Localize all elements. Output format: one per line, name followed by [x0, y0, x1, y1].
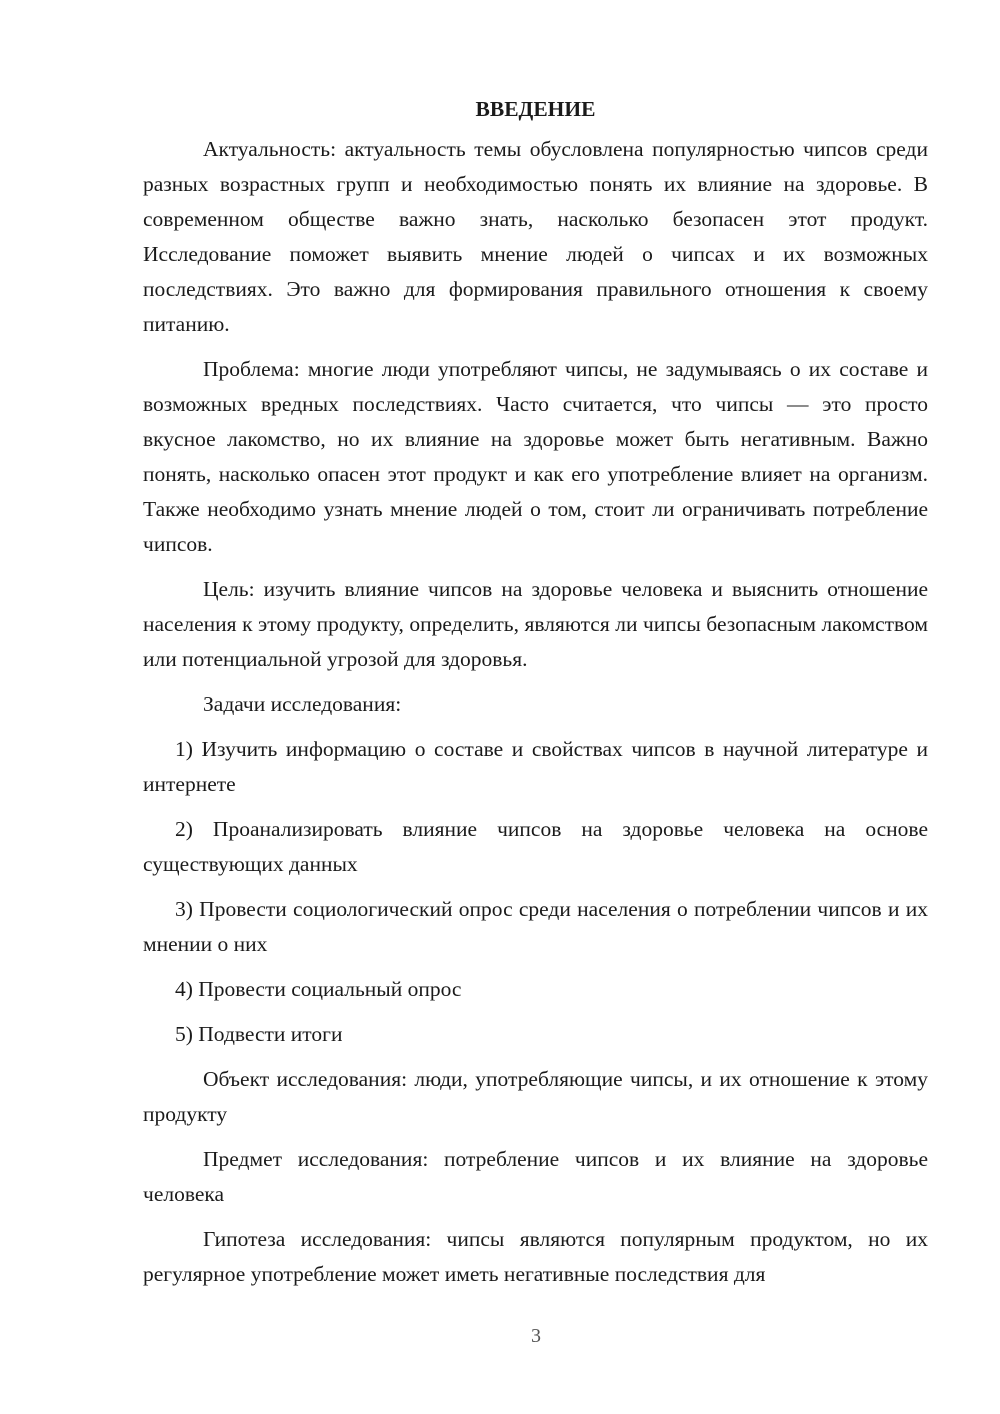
page-number: 3	[531, 1325, 541, 1347]
task-item-4: 4) Провести социальный опрос	[175, 977, 462, 1001]
task-item-1: 1) Изучить информацию о составе и свойствах чипсов в научной литературе и интернете	[143, 737, 928, 796]
object-paragraph: Объект исследования: люди, употребляющие чипсы, и их отношение к этому продукту	[143, 1067, 928, 1126]
goal-paragraph: Цель: изучить влияние чипсов на здоровье человека и выяснить отношение населения к этому продукту, определить, являются ли чипсы безопасным лакомством или потенциальной угрозой для здоровья.	[143, 577, 928, 671]
tasks-heading: Задачи исследования:	[203, 692, 402, 716]
task-item-5: 5) Подвести итоги	[175, 1022, 343, 1046]
subject-paragraph: Предмет исследования: потребление чипсов и их влияние на здоровье человека	[143, 1147, 928, 1206]
task-item-2: 2) Проанализировать влияние чипсов на здоровье человека на основе существующих данных	[143, 817, 928, 876]
task-item-3: 3) Провести социологический опрос среди населения о потреблении чипсов и их мнении о них	[143, 897, 928, 956]
problem-paragraph: Проблема: многие люди употребляют чипсы, не задумываясь о их составе и возможных вредных последствиях. Часто считается, что чипсы — это просто вкусное лакомство, но их влияние на здоровье может быть негативным. Важно понять, насколько опасен этот продукт и как его употребление влияет на организм. Также необходимо узнать мнение людей о том, стоит ли ограничивать потребление чипсов.	[143, 357, 928, 556]
relevance-paragraph: Актуальность: актуальность темы обусловлена популярностью чипсов среди разных возрастных групп и необходимостью понять их влияние на здоровье. В современном обществе важно знать, насколько безопасен этот продукт. Исследование поможет выявить мнение людей о чипсах и их возможных последствиях. Это важно для формирования правильного отношения к своему питанию.	[143, 137, 928, 336]
section-title: ВВЕДЕНИЕ	[475, 97, 596, 121]
hypothesis-paragraph: Гипотеза исследования: чипсы являются популярным продуктом, но их регулярное употребление может иметь негативные последствия для	[143, 1227, 928, 1286]
document-page	[143, 92, 928, 1292]
